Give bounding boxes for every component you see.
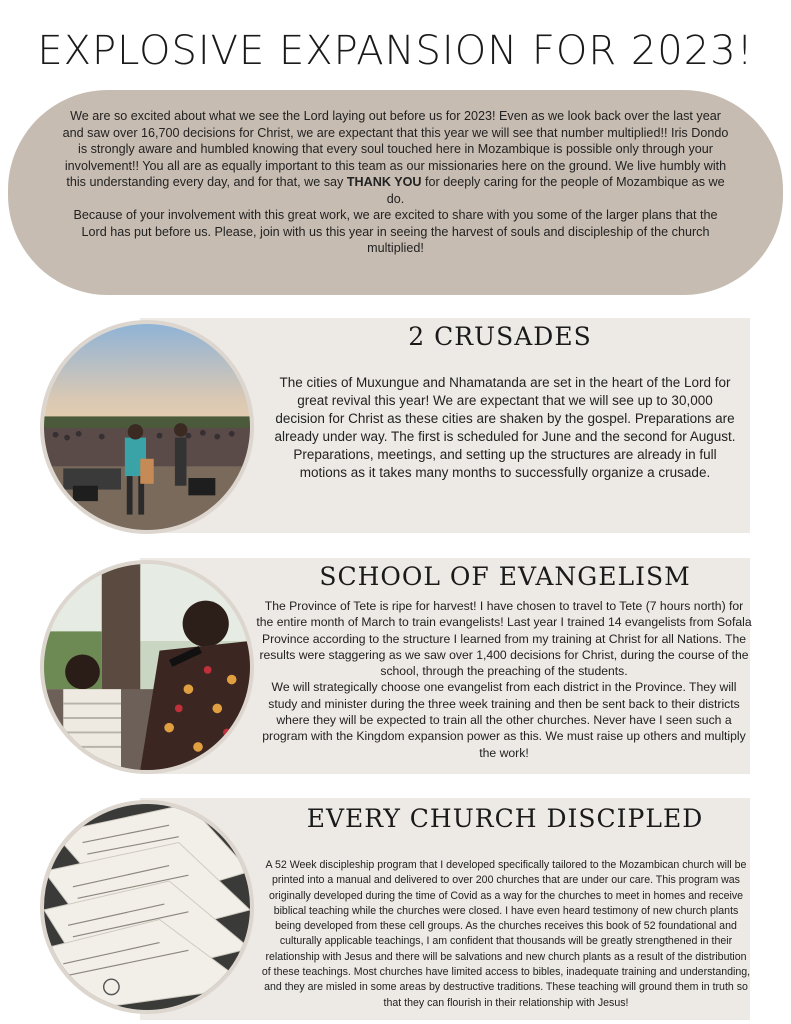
intro-paragraph-1-text: We are so excited about what we see the Lord laying out before us for 2023! Even as we look back over the last year and saw over 16,700 decisions for Christ, we are expectant that this year we will see that number multiplied!! Iris Dondo is strongly aware and humbled knowing that every soul touched here in Mozambique is possible only through your involvement!! You all are as equally important to this team as our missionaries here on the ground. We live humbly with this understanding every day, and for that, we say [62, 109, 729, 189]
evangelism-paragraph-1: The Province of Tete is ripe for harvest! I have chosen to travel to Tete (7 hours north) for the entire month of March to train evangelists! Last year I trained 14 evangelists from Sofala Province according to the structure I learned from my training at Christ for all Nations. The results were staggering as we saw over 1,400 decisions for Christ, during the course of the school, through the preaching of the students. [256, 599, 752, 679]
evangelism-photo [40, 560, 254, 774]
discipled-photo [40, 800, 254, 1014]
intro-paragraph-1 [60, 108, 731, 207]
crusades-text: The cities of Muxungue and Nhamatanda are set in the heart of the Lord for great revival this year! We are expectant that we will see up to 30,000 decision for Christ as these cities are shaken by the gospel. Preparations are already under way. The first is scheduled for June and the second for August. Preparations, meetings, and setting up the structures are already in full motions as it takes many months to successfully organize a crusade. [274, 375, 736, 480]
evangelism-title: SCHOOL OF EVANGELISM [319, 562, 691, 591]
discipled-title: EVERY CHURCH DISCIPLED [306, 804, 704, 833]
page-title: EXPLOSIVE EXPANSION FOR 2023! [37, 28, 754, 74]
thank-you-emphasis: THANK YOU [346, 175, 422, 189]
intro-banner [8, 90, 783, 295]
intro-paragraph-2: Because of your involvement with this great work, we are excited to share with you some of the larger plans that the Lord has put before us. Please, join with us this year in seeing the harvest of souls and discipleship of the church multiplied! [73, 208, 718, 255]
evangelism-paragraph-2: We will strategically choose one evangelist from each district in the Province. They will study and minister during the three week training and then be sent back to their districts where they will be expected to train all the other churches. Never have I seen such a program with the Kingdom expansion power as this. We must raise up others and multiply the work! [262, 680, 746, 760]
crusade-photo [40, 320, 254, 534]
discipled-text: A 52 Week discipleship program that I developed specifically tailored to the Mozambican church will be printed into a manual and delivered to over 200 churches that are under our care. This program was originally developed during the time of Covid as a way for the churches to meet in homes and receive biblical teaching while the churches were closed. I have even heard testimony of new church plants being developed from these cell groups. As the churches receives this book of 52 foundational and culturally applicable teachings, I am confident that thousands will be greatly strengthened in their relationship with Jesus and there will be salvations and new church plants as a result of the distribution of these teachings. Most churches have limited access to bibles, inadequate training and understanding, and they are misled in some areas by destructive traditions. These teaching will ground them in truth so that they can flourish in their relationship with Jesus! [261, 859, 751, 1009]
intro-paragraph-1-end: for deeply caring for the people of Mozambique as we do. [386, 175, 725, 206]
evangelism-text [256, 598, 752, 761]
crusades-title: 2 CRUSADES [408, 322, 592, 351]
